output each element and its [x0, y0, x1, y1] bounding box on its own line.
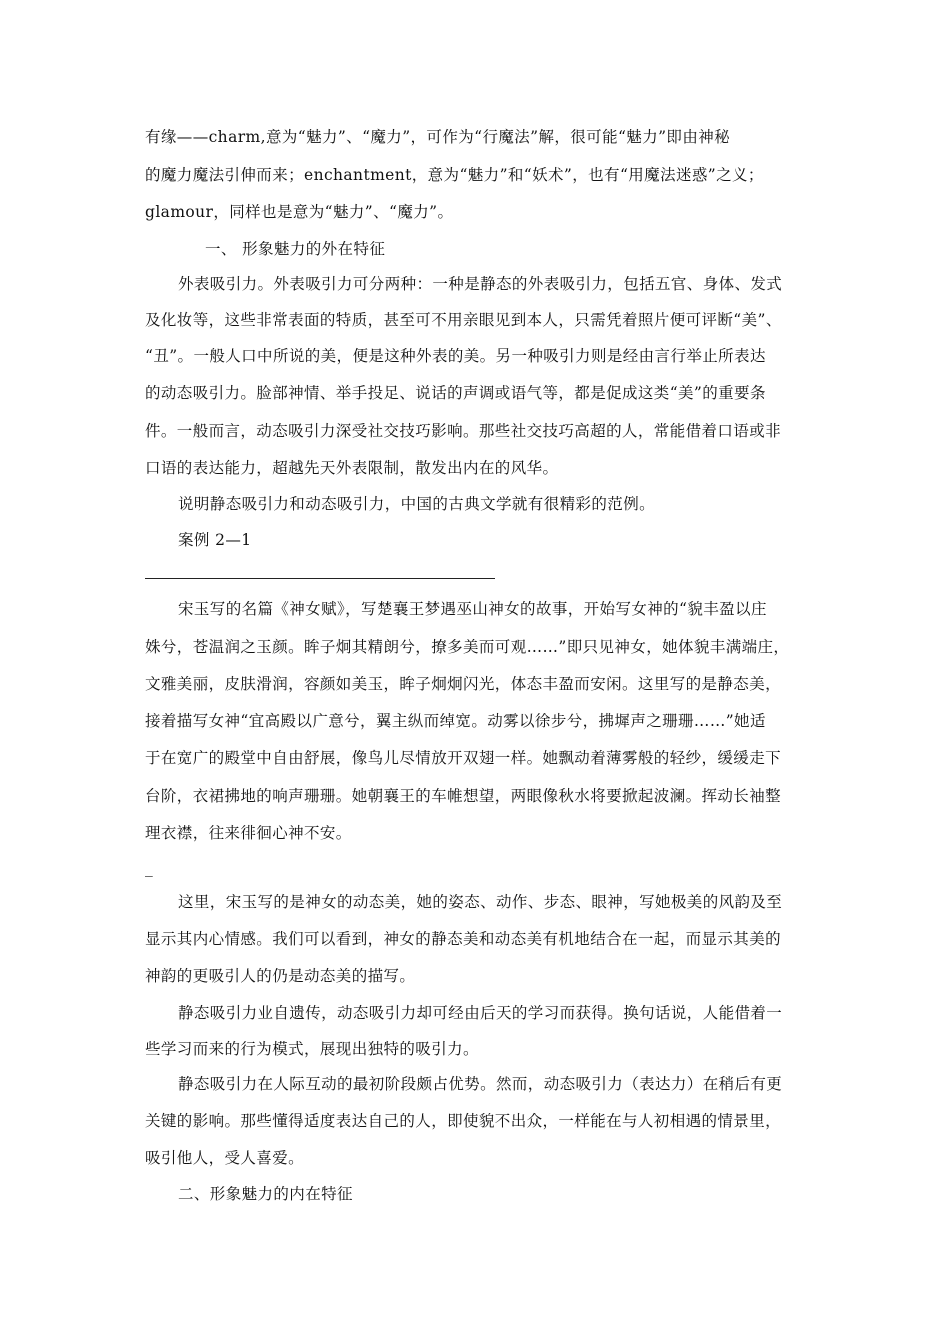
paragraph-line: 显示其内心情感。我们可以看到，神女的静态美和动态美有机地结合在一起，而显示其美的	[145, 930, 782, 948]
paragraph-line: 静态吸引力在人际互动的最初阶段颇占优势。然而，动态吸引力（表达力）在稍后有更	[178, 1075, 783, 1093]
paragraph-line: 外表吸引力。外表吸引力可分两种：一种是静态的外表吸引力，包括五官、身体、发式	[178, 275, 783, 293]
paragraph-line: “丑”。一般人口中所说的美，便是这种外表的美。另一种吸引力则是经由言行举止所表达	[145, 347, 766, 365]
case-paragraph-line: 文雅美丽，皮肤滑润，容颜如美玉，眸子炯炯闪光，体态丰盈而安闲。这里写的是静态美，	[145, 675, 782, 693]
paragraph-line: 的动态吸引力。脸部神情、举手投足、说话的声调或语气等，都是促成这类“美”的重要条	[145, 384, 766, 402]
paragraph-line: 关键的影响。那些懂得适度表达自己的人，即使貌不出众，一样能在与人初相遇的情景里，	[145, 1112, 782, 1130]
paragraph-line: 件。一般而言，动态吸引力深受社交技巧影响。那些社交技巧高超的人，常能借着口语或非	[145, 422, 782, 440]
paragraph-line: 的魔力魔法引伸而来；enchantment，意为“魅力”和“妖术”，也有“用魔法迷惑”之义；	[145, 166, 764, 184]
case-paragraph-line: 于在宽广的殿堂中自由舒展，像鸟儿尽情放开双翅一样。她飘动着薄雾般的轻纱，缓缓走下	[145, 749, 782, 767]
paragraph-line: 说明静态吸引力和动态吸引力，中国的古典文学就有很精彩的范例。	[178, 495, 656, 513]
section-heading-1: 一、 形象魅力的外在特征	[205, 240, 386, 258]
underscore-mark: _	[145, 859, 154, 877]
paragraph-line: 静态吸引力业自遗传，动态吸引力却可经由后天的学习而获得。换句话说，人能借着一	[178, 1004, 783, 1022]
case-label: 案例 2—1	[178, 531, 252, 549]
case-paragraph-line: 理衣襟，往来徘徊心神不安。	[145, 824, 352, 842]
paragraph-line: 吸引他人，受人喜爱。	[145, 1149, 305, 1167]
paragraph-line: 有缘——charm,意为“魅力”、“魔力”，可作为“行魔法”解，很可能“魅力”即由神秘	[145, 128, 731, 146]
section-heading-2: 二、形象魅力的内在特征	[178, 1185, 353, 1203]
paragraph-line: 这里，宋玉写的是神女的动态美，她的姿态、动作、步态、眼神，写她极美的风韵及至	[178, 893, 783, 911]
paragraph-line: glamour，同样也是意为“魅力”、“魔力”。	[145, 203, 454, 221]
case-paragraph-line: 台阶，衣裙拂地的响声珊珊。她朝襄王的车帷想望，两眼像秋水将要掀起波澜。挥动长袖整	[145, 787, 782, 805]
case-paragraph-line: 姝兮，苍温润之玉颜。眸子炯其精朗兮，撩多美而可观……”即只见神女，她体貌丰满端庄，	[145, 638, 790, 656]
paragraph-line: 及化妆等，这些非常表面的特质，甚至可不用亲眼见到本人，只需凭着照片便可评断“美”、	[145, 311, 782, 329]
paragraph-line: 些学习而来的行为模式，展现出独特的吸引力。	[145, 1040, 479, 1058]
case-paragraph-line: 接着描写女神“宜高殿以广意兮，翼主纵而绰宽。动雾以徐步兮，拂墀声之珊珊……”她适	[145, 712, 766, 730]
separator-rule	[145, 578, 495, 579]
paragraph-line: 口语的表达能力，超越先天外表限制，散发出内在的风华。	[145, 459, 559, 477]
case-paragraph-line: 宋玉写的名篇《神女赋》，写楚襄王梦遇巫山神女的故事，开始写女神的“貌丰盈以庄	[178, 600, 767, 618]
paragraph-line: 神韵的更吸引人的仍是动态美的描写。	[145, 967, 416, 985]
